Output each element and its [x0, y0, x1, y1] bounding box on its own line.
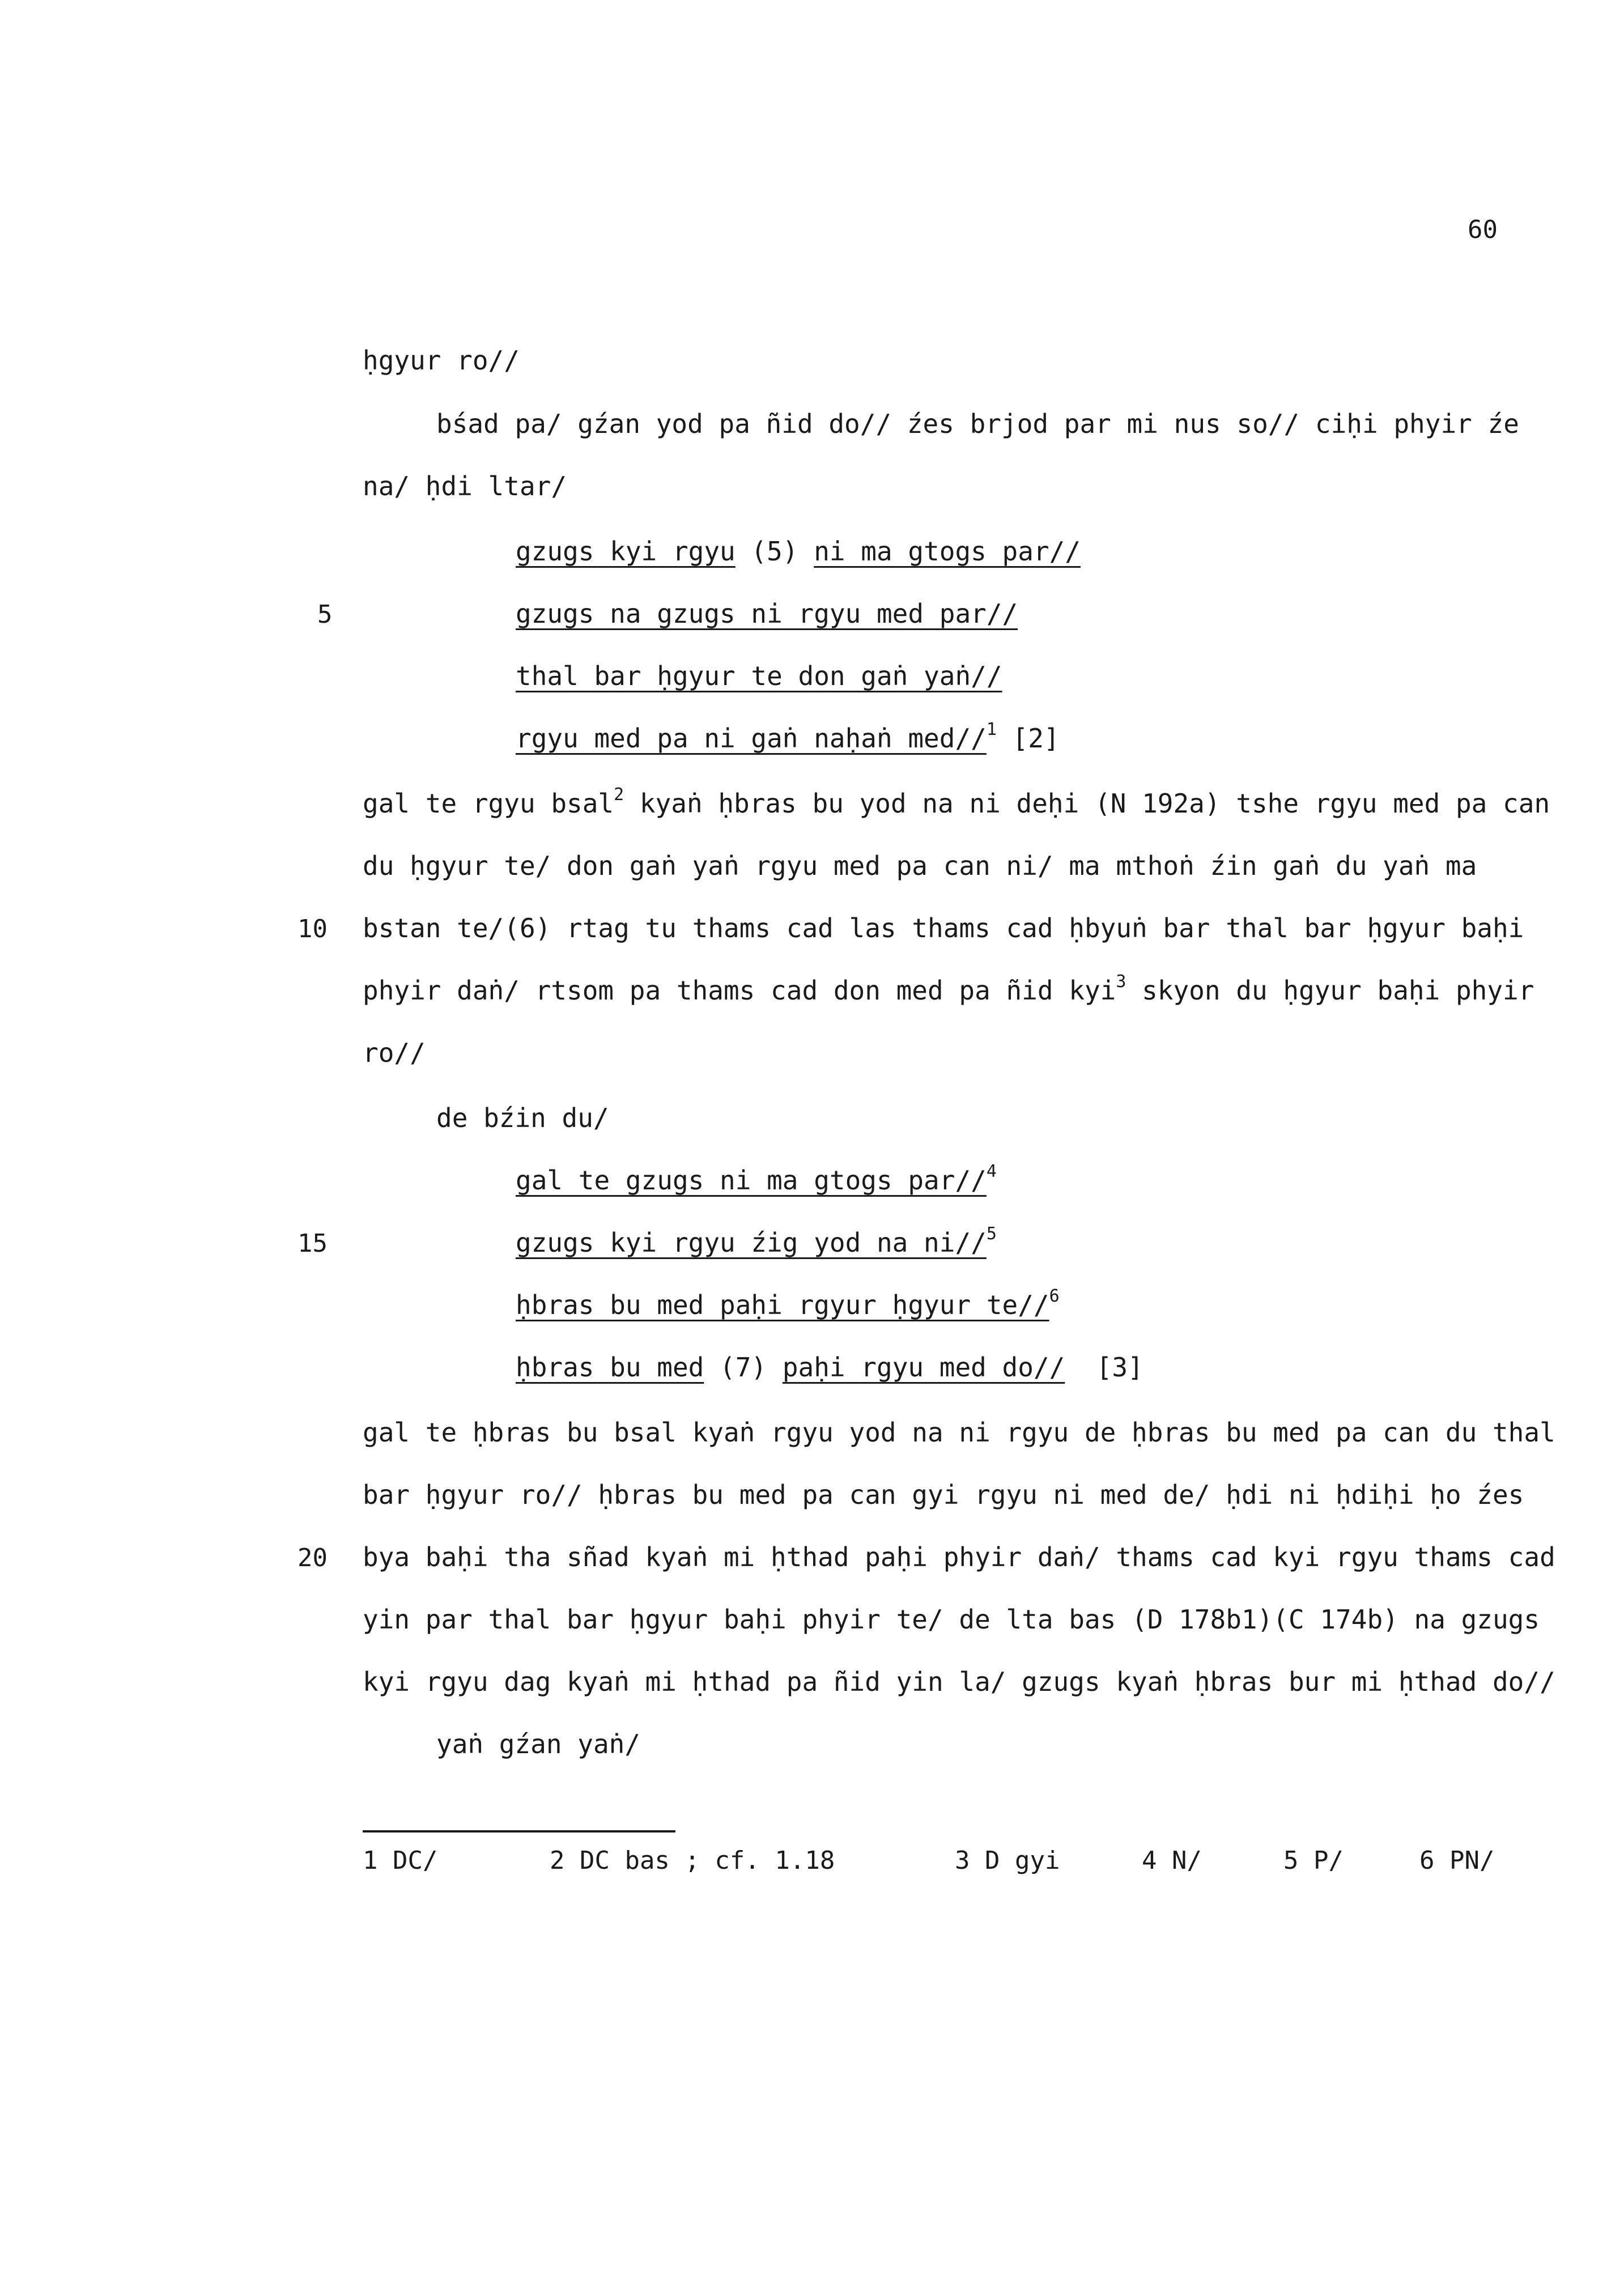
text-line: [516, 1224, 997, 1261]
footnote: 1 DC/: [363, 1846, 438, 1875]
line-text: (5): [735, 536, 814, 567]
footnote: 2 DC bas ; cf. 1.18: [550, 1846, 835, 1875]
text-line: [516, 598, 1018, 632]
text-line: [363, 1541, 1555, 1575]
footnote-marker: 1: [986, 720, 997, 739]
text-line: [516, 722, 1060, 756]
page-number: 60: [1468, 215, 1498, 244]
line-text: kyi rgyu dag kyaṅ mi ḥthad pa ñid yin la/ gzugs kyaṅ ḥbras bur mi ḥthad do//: [363, 1666, 1555, 1697]
text-line: [363, 1417, 1555, 1451]
text-line: [516, 1286, 1060, 1323]
text-line: [436, 408, 1519, 442]
footnote-marker: 3: [1116, 972, 1126, 992]
line-text: gal te ḥbras bu bsal kyaṅ rgyu yod na ni rgyu de ḥbras bu med pa can du thal: [363, 1417, 1555, 1448]
footnote: 4 N/: [1142, 1846, 1202, 1875]
text-line: [363, 1666, 1555, 1700]
text-line: [363, 912, 1524, 946]
line-text: ro//: [363, 1038, 426, 1068]
text-line: [363, 345, 520, 379]
line-number: 10: [297, 915, 328, 943]
footnote: 5 P/: [1283, 1846, 1344, 1875]
underlined-verse: rgyu med pa ni gaṅ naḥaṅ med//: [516, 723, 987, 754]
line-text: skyon du ḥgyur baḥi phyir: [1126, 975, 1534, 1006]
line-text: bstan te/(6) rtag tu thams cad las thams cad ḥbyuṅ bar thal bar ḥgyur baḥi: [363, 913, 1524, 943]
footnote-marker: 4: [986, 1162, 997, 1181]
footnote: 6 PN/: [1419, 1846, 1495, 1875]
line-text: na/ ḥdi ltar/: [363, 471, 567, 501]
line-text: gal te rgyu bsal: [363, 788, 614, 819]
text-line: [516, 1164, 997, 1198]
underlined-verse: ḥbras bu med: [516, 1352, 704, 1383]
line-text: yaṅ gźan yaṅ/: [436, 1729, 641, 1759]
line-text: bya baḥi tha sñad kyaṅ mi ḥthad paḥi phyir daṅ/ thams cad kyi rgyu thams cad: [363, 1542, 1555, 1572]
text-line: [363, 470, 567, 504]
text-line: [363, 1479, 1524, 1513]
text-line: [363, 850, 1477, 884]
footnote-marker: 5: [986, 1224, 997, 1244]
footnote-rule: [363, 1830, 675, 1832]
line-number: 5: [317, 600, 333, 629]
line-number: 20: [297, 1544, 328, 1572]
text-line: [363, 972, 1534, 1009]
footnote-marker: 2: [614, 785, 624, 805]
line-text: [2]: [996, 723, 1060, 754]
line-text: (7): [704, 1352, 783, 1383]
text-line: [363, 1037, 426, 1071]
text-line: [363, 785, 1550, 822]
underlined-verse: paḥi rgyu med do//: [782, 1352, 1065, 1383]
footnote-marker: 6: [1049, 1286, 1060, 1306]
line-text: bar ḥgyur ro// ḥbras bu med pa can gyi rgyu ni med de/ ḥdi ni ḥdiḥi ḥo źes: [363, 1479, 1524, 1510]
footnote: 3 D gyi: [955, 1846, 1060, 1875]
line-text: de bźin du/: [436, 1103, 609, 1133]
underlined-verse: gzugs na gzugs ni rgyu med par//: [516, 598, 1018, 629]
line-text: [3]: [1065, 1352, 1143, 1383]
text-line: [363, 1604, 1540, 1638]
text-line: [516, 1351, 1143, 1385]
underlined-verse: ḥbras bu med paḥi rgyur ḥgyur te//: [516, 1290, 1049, 1320]
text-line: [436, 1728, 640, 1762]
text-line: [436, 1102, 609, 1136]
line-number: 15: [297, 1229, 328, 1258]
underlined-verse: ni ma gtogs par//: [814, 536, 1081, 567]
line-text: phyir daṅ/ rtsom pa thams cad don med pa ñid kyi: [363, 975, 1116, 1006]
line-text: yin par thal bar ḥgyur baḥi phyir te/ de lta bas (D 178b1)(C 174b) na gzugs: [363, 1604, 1540, 1635]
underlined-verse: thal bar ḥgyur te don gaṅ yaṅ//: [516, 661, 1002, 691]
line-text: du ḥgyur te/ don gaṅ yaṅ rgyu med pa can ni/ ma mthoṅ źin gaṅ du yaṅ ma: [363, 851, 1477, 881]
line-text: bśad pa/ gźan yod pa ñid do// źes brjod par mi nus so// ciḥi phyir źe: [436, 409, 1519, 439]
underlined-verse: gzugs kyi rgyu źig yod na ni//: [516, 1227, 987, 1258]
underlined-verse: gzugs kyi rgyu: [516, 536, 736, 567]
text-line: [516, 535, 1081, 569]
line-text: ḥgyur ro//: [363, 345, 520, 376]
underlined-verse: gal te gzugs ni ma gtogs par//: [516, 1165, 987, 1196]
line-text: kyaṅ ḥbras bu yod na ni deḥi (N 192a) tshe rgyu med pa can: [624, 788, 1550, 819]
text-line: [516, 660, 1002, 694]
